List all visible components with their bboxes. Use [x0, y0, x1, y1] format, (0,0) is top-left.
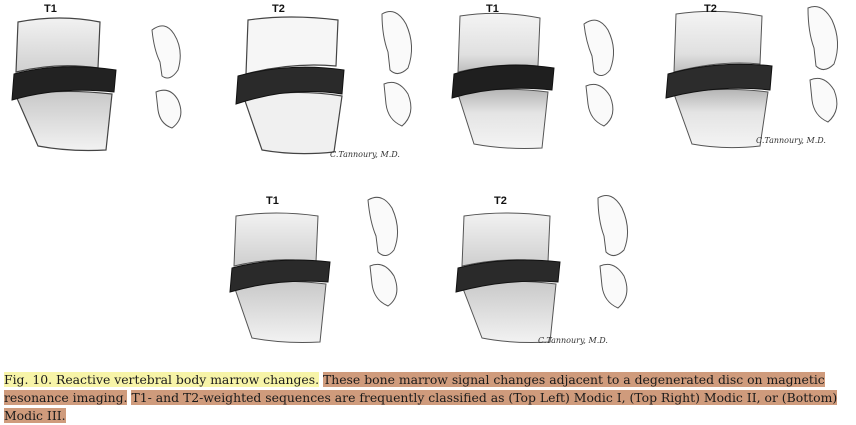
vertebra-illustration-top-left [0, 0, 430, 165]
caption-sentence-1: These bone marrow signal changes adjacent to a degenerated disc on magnetic resonance imaging. [4, 372, 825, 405]
panel-top-right [430, 0, 856, 165]
lower-vertebra-t2 [244, 92, 342, 153]
signature-top-right: C.Tannoury, M.D. [756, 136, 826, 145]
panel-top-left [0, 0, 430, 165]
upper-vertebra-t2 [246, 17, 338, 74]
facet-sketch-2 [382, 12, 412, 126]
facet-sketch-6 [598, 196, 628, 308]
label-t2-top-right: T2 [704, 3, 717, 15]
label-t1-top-left: T1 [44, 3, 57, 15]
facet-sketch-4 [808, 7, 838, 123]
upper-vertebra-t2-c [462, 213, 550, 266]
lower-vertebra-t2-b [674, 89, 768, 147]
facet-sketch-3 [584, 20, 614, 126]
signature-bottom: C.Tannoury, M.D. [538, 336, 608, 345]
facet-sketch-5 [368, 197, 398, 306]
lower-vertebra-t1-c [234, 281, 326, 342]
vertebra-illustration-bottom [220, 186, 650, 358]
lower-vertebra-t1-b [458, 89, 548, 148]
upper-vertebra-t1 [16, 18, 100, 72]
upper-vertebra-t1-c [234, 213, 318, 266]
label-t1-bottom: T1 [266, 195, 279, 207]
label-t2-top-left: T2 [272, 3, 285, 15]
label-t2-bottom: T2 [494, 195, 507, 207]
caption-title: Fig. 10. Reactive vertebral body marrow changes. [4, 372, 320, 387]
lower-vertebra-t2-c [462, 281, 556, 342]
signature-top-left: C.Tannoury, M.D. [330, 150, 400, 159]
facet-sketch-1 [152, 26, 181, 128]
panel-bottom [220, 186, 650, 358]
caption-sentence-2: T1- and T2-weighted sequences are frequently classified as (Top Left) Modic I, (Top Right) Modic II, or (Bottom) Modic III. [4, 390, 838, 423]
upper-vertebra-t2-b [674, 11, 762, 72]
figure-caption [4, 371, 854, 425]
upper-vertebra-t1-b [458, 13, 540, 72]
lower-vertebra-t1 [16, 91, 112, 150]
label-t1-top-right: T1 [486, 3, 499, 15]
